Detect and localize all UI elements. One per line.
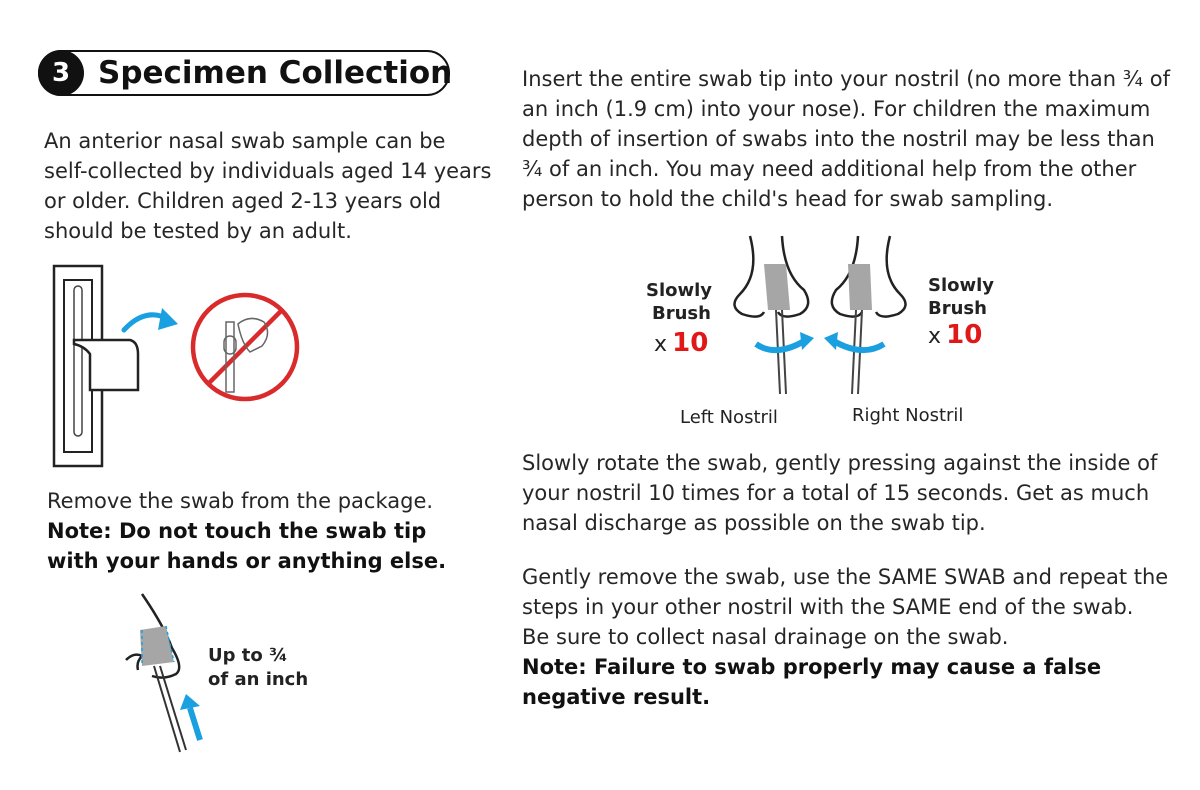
upward-arrow-shaft bbox=[190, 708, 200, 740]
rotate-instructions: Slowly rotate the swab, gently pressing against the inside of your nostril 10 times for a total of 15 seconds. Get as much nasal discharge as possible on the swab tip. bbox=[522, 451, 1158, 535]
upward-arrow-head bbox=[180, 694, 200, 710]
left-nose-outline bbox=[734, 236, 764, 317]
package-inner-outline bbox=[64, 280, 92, 452]
remove-swab-note: Note: Do not touch the swab tip with your hands or anything else. bbox=[47, 519, 447, 573]
left-nostril-label: Left Nostril bbox=[680, 407, 778, 428]
left-swab-tip bbox=[764, 264, 790, 310]
nostril-curve bbox=[126, 655, 142, 670]
times-symbol: x bbox=[928, 324, 942, 349]
right-nose-outline-2 bbox=[876, 236, 906, 317]
insert-instructions: Insert the entire swab tip into your nostril (no more than ¾ of an inch (1.9 cm) into your nose). For children the maximum depth of insertion of swabs into the nostril may be less than ¾ of an inch. You may need additional help from the other person to hold the child's head for swab sampling. bbox=[522, 67, 1171, 211]
brush-count: 10 bbox=[672, 328, 709, 358]
brush-left-line2: Brush bbox=[652, 303, 711, 324]
peeled-flap bbox=[74, 340, 138, 390]
section-title: Specimen Collection bbox=[98, 55, 453, 91]
swab-tip-region bbox=[140, 626, 174, 666]
right-swab-tip bbox=[848, 264, 872, 310]
nostril-rotation-illustration bbox=[720, 234, 920, 404]
brush-left-line1: Slowly bbox=[646, 280, 713, 301]
brush-right-line1: Slowly bbox=[928, 275, 995, 296]
depth-label-line2: of an inch bbox=[208, 669, 309, 690]
insertion-depth-illustration bbox=[112, 590, 212, 755]
prohibited-slash bbox=[208, 310, 282, 384]
left-rotation-arrow-head bbox=[800, 332, 814, 350]
remove-swab-text: Remove the swab from the package. bbox=[47, 489, 434, 513]
repeat-instructions-2: steps in your other nostril with the SAME end of the swab. bbox=[522, 595, 1134, 619]
right-rotation-arrow bbox=[832, 340, 884, 350]
repeat-instructions-1: Gently remove the swab, use the SAME SWAB and repeat the bbox=[522, 565, 1169, 589]
right-rotation-arrow-head bbox=[824, 332, 838, 350]
swab-package-illustration bbox=[50, 262, 310, 472]
final-note: Note: Failure to swab properly may cause a false negative result. bbox=[522, 655, 1102, 709]
intro-paragraph: An anterior nasal swab sample can be self-collected by individuals aged 14 years or older. Children aged 2-13 years old should be tested by an adult. bbox=[44, 129, 492, 243]
swab-in-package bbox=[74, 286, 82, 436]
brush-count: 10 bbox=[946, 320, 983, 350]
right-nostril-label: Right Nostril bbox=[852, 405, 964, 426]
step-number-badge: 3 bbox=[38, 50, 84, 96]
swab-stick-left bbox=[154, 666, 180, 752]
depth-label-line1: Up to ¾ bbox=[208, 645, 288, 666]
direction-arrow-head bbox=[158, 308, 178, 330]
times-symbol: x bbox=[654, 332, 668, 357]
left-rotation-arrow bbox=[756, 340, 806, 350]
brush-right-line2: Brush bbox=[928, 298, 987, 319]
repeat-instructions-3: Be sure to collect nasal drainage on the swab. bbox=[522, 625, 1009, 649]
brush-right-count bbox=[928, 320, 982, 350]
brush-left-count bbox=[654, 328, 708, 358]
